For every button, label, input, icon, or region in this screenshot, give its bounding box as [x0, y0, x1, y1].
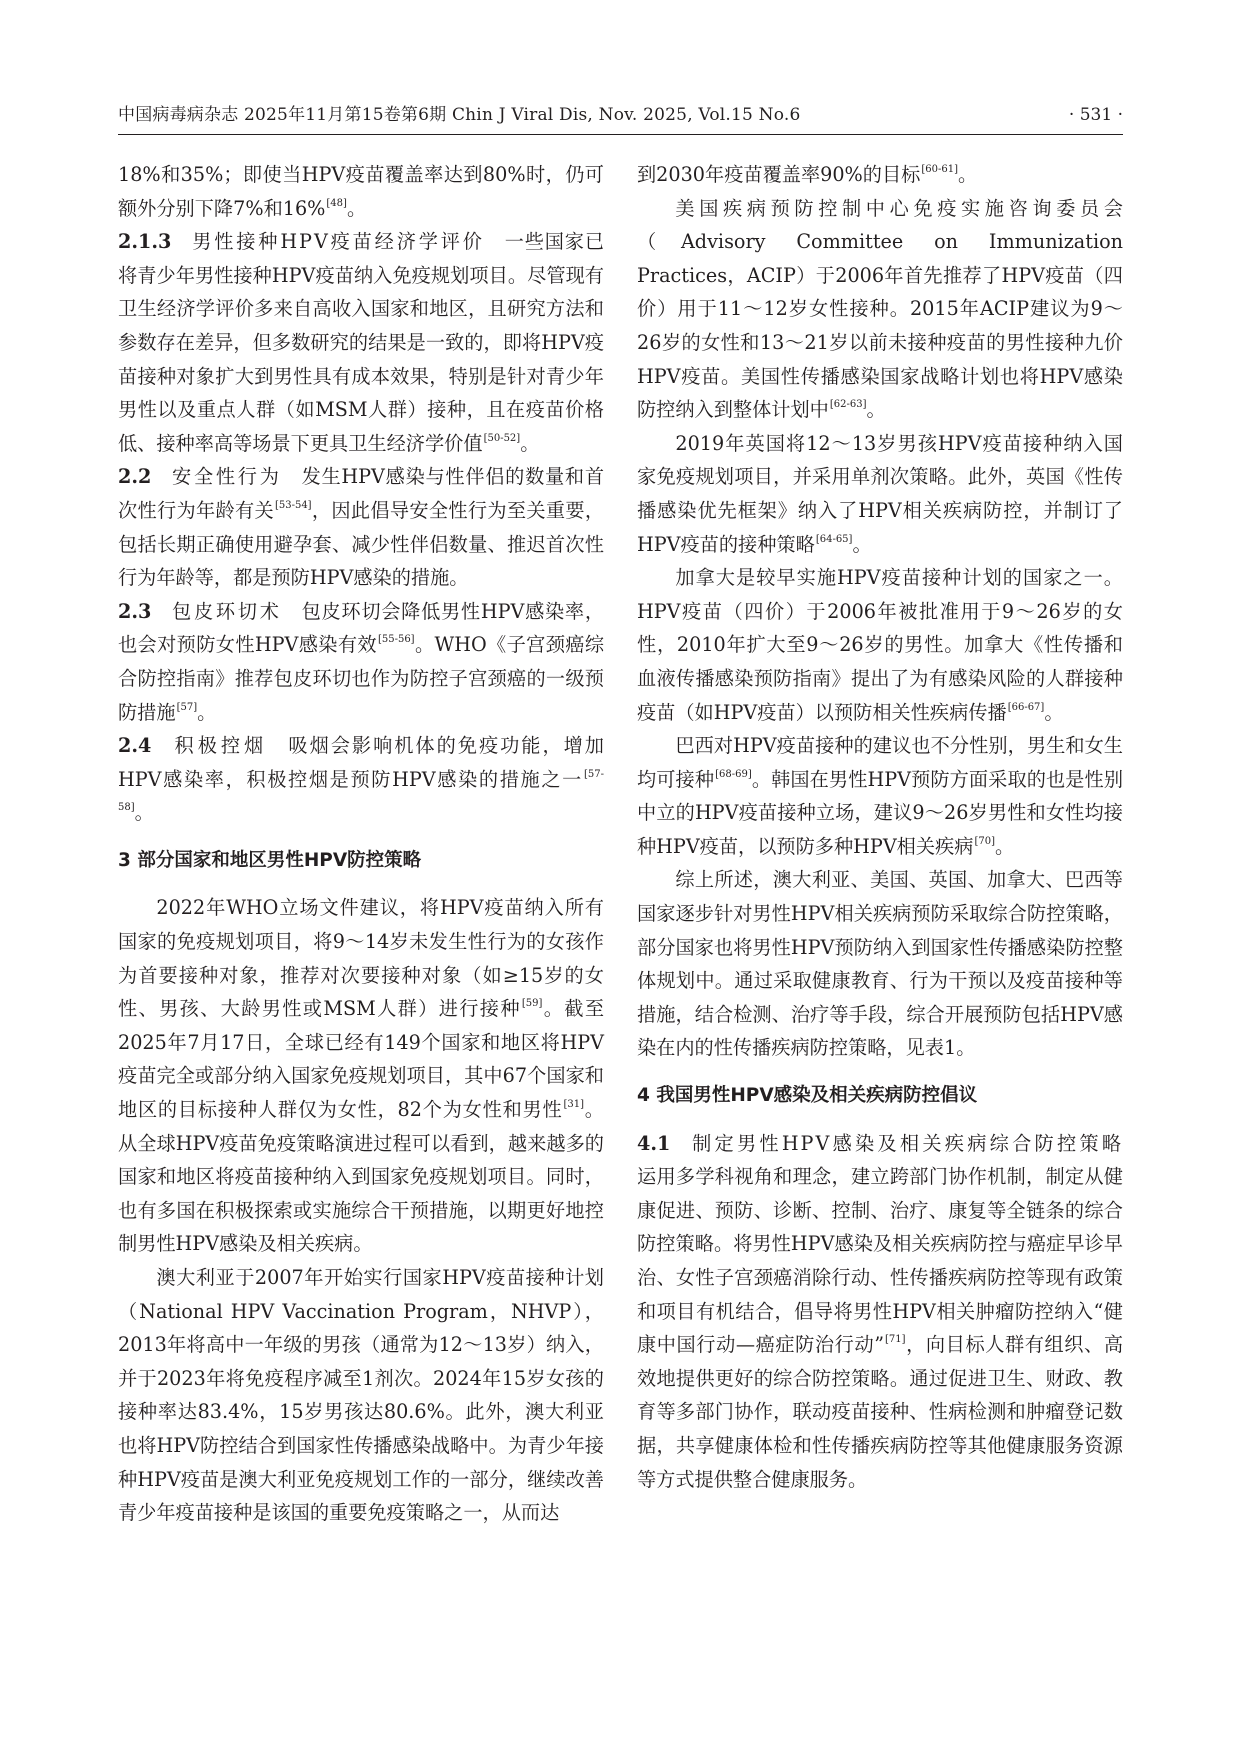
citation: [60-61]	[921, 164, 958, 175]
paragraph: 综上所述，澳大利亚、美国、英国、加拿大、巴西等国家逐步针对男性HPV相关疾病预防采取综合防控策略，部分国家也将男性HPV预防纳入到国家性传播感染防控整体规划中。通过采取健康教育、行为干预以及疫苗接种等措施，结合检测、治疗等手段，综合开展预防包括HPV感染在内的性传播疾病防控策略，见表1。	[637, 868, 1123, 1060]
subsection-2-3: 2.3 包皮环切术 包皮环切会降低男性HPV感染率，也会对预防女性HPV感染有效[55-56]。WHO《子宫颈癌综合防控指南》推荐包皮环切也作为防控子宫颈癌的一级预防措施[57]。	[118, 599, 605, 724]
page-number: · 531 ·	[1068, 105, 1123, 125]
subsection-title: 安全性行为	[172, 465, 282, 489]
paragraph: 巴西对HPV疫苗接种的建议也不分性别，男生和女生均可接种[68-69]。韩国在男性HPV预防方面采取的也是性别中立的HPV疫苗接种立场，建议9～26岁男性和女性均接种HPV疫苗，以预防多种HPV相关疾病[70]。	[637, 734, 1124, 858]
citation: [59]	[521, 998, 543, 1010]
subsection-title: 男性接种HPV疫苗经济学评价	[192, 230, 485, 254]
paragraph: 澳大利亚于2007年开始实行国家HPV疫苗接种计划（National HPV Vaccination Program，NHVP），2013年将高中一年级的男孩（通常为12～13岁）纳入，并于2023年将免疫程序减至1剂次。2024年15岁女孩的接种率达83.4%，15岁男孩达80.6%。此外，澳大利亚也将HPV防控结合到国家性传播感染战略中。为青少年接种HPV疫苗是澳大利亚免疫规划工作的一部分，继续改善青少年疫苗接种是该国的重要免疫策略之一，从而达	[118, 1266, 604, 1525]
section-number: 2.2	[118, 465, 152, 489]
subsection-4-1: 4.1 制定男性HPV感染及相关疾病综合防控策略 运用多学科视角和理念，建立跨部门协作机制，制定从健康促进、预防、诊断、控制、治疗、康复等全链条的综合防控策略。将男性HPV感染及相关疾病防控与癌症早诊早治、女性子宫颈癌消除行动、性传播疾病防控等现有政策和项目有机结合，倡导将男性HPV相关肿瘤防控纳入“健康中国行动—癌症防治行动”[71]，向目标人群有组织、高效地提供更好的综合防控策略。通过促进卫生、财政、教育等多部门协作，联动疫苗接种、性病检测和肿瘤登记数据，共享健康体检和性传播疾病防控等其他健康服务资源等方式提供整合健康服务。	[637, 1131, 1124, 1491]
citation: [57-58]	[118, 768, 604, 814]
citation: [53-54]	[274, 499, 312, 511]
subsection-title: 包皮环切术	[172, 599, 282, 623]
running-header	[118, 100, 1123, 135]
paragraph: 18%和35%；即使当HPV疫苗覆盖率达到80%时，仍可额外分别下降7%和16%[48]。	[118, 163, 604, 220]
citation: [71]	[885, 1334, 906, 1346]
citation: [48]	[326, 197, 347, 209]
paragraph: 2019年英国将12～13岁男孩HPV疫苗接种纳入国家免疫规划项目，并采用单剂次策略。此外，英国《性传播感染优先框架》纳入了HPV相关疾病防控，并制订了HPV疫苗的接种策略[64-65]。	[637, 431, 1123, 556]
section-heading-3: 3 部分国家和地区男性HPV防控策略	[118, 849, 422, 871]
citation: [31]	[563, 1099, 585, 1111]
citation: [50-52]	[483, 432, 521, 444]
section-number: 4.1	[637, 1131, 671, 1155]
paragraph: 加拿大是较早实施HPV疫苗接种计划的国家之一。HPV疫苗（四价）于2006年被批准用于9～26岁的女性，2010年扩大至9～26岁的男性。加拿大《性传播和血液传播感染预防指南》提出了为有感染风险的人群接种疫苗（如HPV疫苗）以预防相关性疾病传播[66-67]。	[637, 566, 1123, 724]
citation: [55-56]	[377, 634, 415, 646]
subsection-title: 制定男性HPV感染及相关疾病综合防控策略	[692, 1131, 1124, 1155]
citation: [70]	[974, 835, 995, 847]
subsection-2-2: 2.2 安全性行为 发生HPV感染与性伴侣的数量和首次性行为年龄有关[53-54]，因此倡导安全性行为至关重要，包括长期正确使用避孕套、减少性伴侣数量、推迟首次性行为年龄等，都是预防HPV感染的措施。	[118, 465, 605, 590]
subsection-2-1-3: 2.1.3 男性接种HPV疫苗经济学评价 一些国家已将青少年男性接种HPV疫苗纳入免疫规划项目。尽管现有卫生经济学评价多来自高收入国家和地区，且研究方法和参数存在差异，但多数研究的结果是一致的，即将HPV疫苗接种对象扩大到男性具有成本效果，特别是针对青少年男性以及重点人群（如MSM人群）接种，且在疫苗价格低、接种率高等场景下更具卫生经济学价值[50-52]。	[118, 230, 605, 455]
citation: [66-67]	[1007, 701, 1045, 713]
citation: [68-69]	[715, 768, 752, 780]
section-number: 2.4	[118, 734, 152, 758]
paragraph: 美国疾病预防控制中心免疫实施咨询委员会（Advisory Committee on Immunization Practices，ACIP）于2006年首先推荐了HPV疫苗（四价）用于11～12岁女性接种。2015年ACIP建议为9～26岁的女性和13～21岁以前未接种疫苗的男性接种九价HPV疫苗。美国性传播感染国家战略计划也将HPV感染防控纳入到整体计划中[62-63]。	[637, 196, 1123, 422]
subsection-title: 积极控烟	[174, 734, 268, 758]
paragraph: 到2030年疫苗覆盖率90%的目标[60-61]。	[637, 163, 978, 186]
section-number: 2.3	[118, 599, 152, 623]
paragraph: 2022年WHO立场文件建议，将HPV疫苗纳入所有国家的免疫规划项目，将9～14岁未发生性行为的女孩作为首要接种对象，推荐对次要接种对象（如≥15岁的女性、男孩、大龄男性或MSM人群）进行接种[59]。截至2025年7月17日，全球已经有149个国家和地区将HPV疫苗完全或部分纳入国家免疫规划项目，其中67个国家和地区的目标接种人群仅为女性，82个为女性和男性[31]。从全球HPV疫苗免疫策略演进过程可以看到，越来越多的国家和地区将疫苗接种纳入到国家免疫规划项目。同时，也有多国在积极探索或实施综合干预措施，以期更好地控制男性HPV感染及相关疾病。	[118, 896, 605, 1256]
citation: [64-65]	[815, 533, 853, 545]
subsection-2-4: 2.4 积极控烟 吸烟会影响机体的免疫功能，增加HPV感染率，积极控烟是预防HPV感染的措施之一[57-58]。	[118, 734, 604, 825]
citation: [57]	[176, 701, 198, 713]
left-column	[118, 158, 604, 1530]
citation: [62-63]	[829, 399, 867, 411]
section-number: 2.1.3	[118, 230, 172, 254]
right-column	[637, 158, 1123, 1496]
section-heading-4: 4 我国男性HPV感染及相关疾病防控倡议	[637, 1085, 978, 1107]
journal-citation: 中国病毒病杂志 2025年11月第15卷第6期 Chin J Viral Dis, Nov. 2025, Vol.15 No.6	[118, 105, 801, 125]
